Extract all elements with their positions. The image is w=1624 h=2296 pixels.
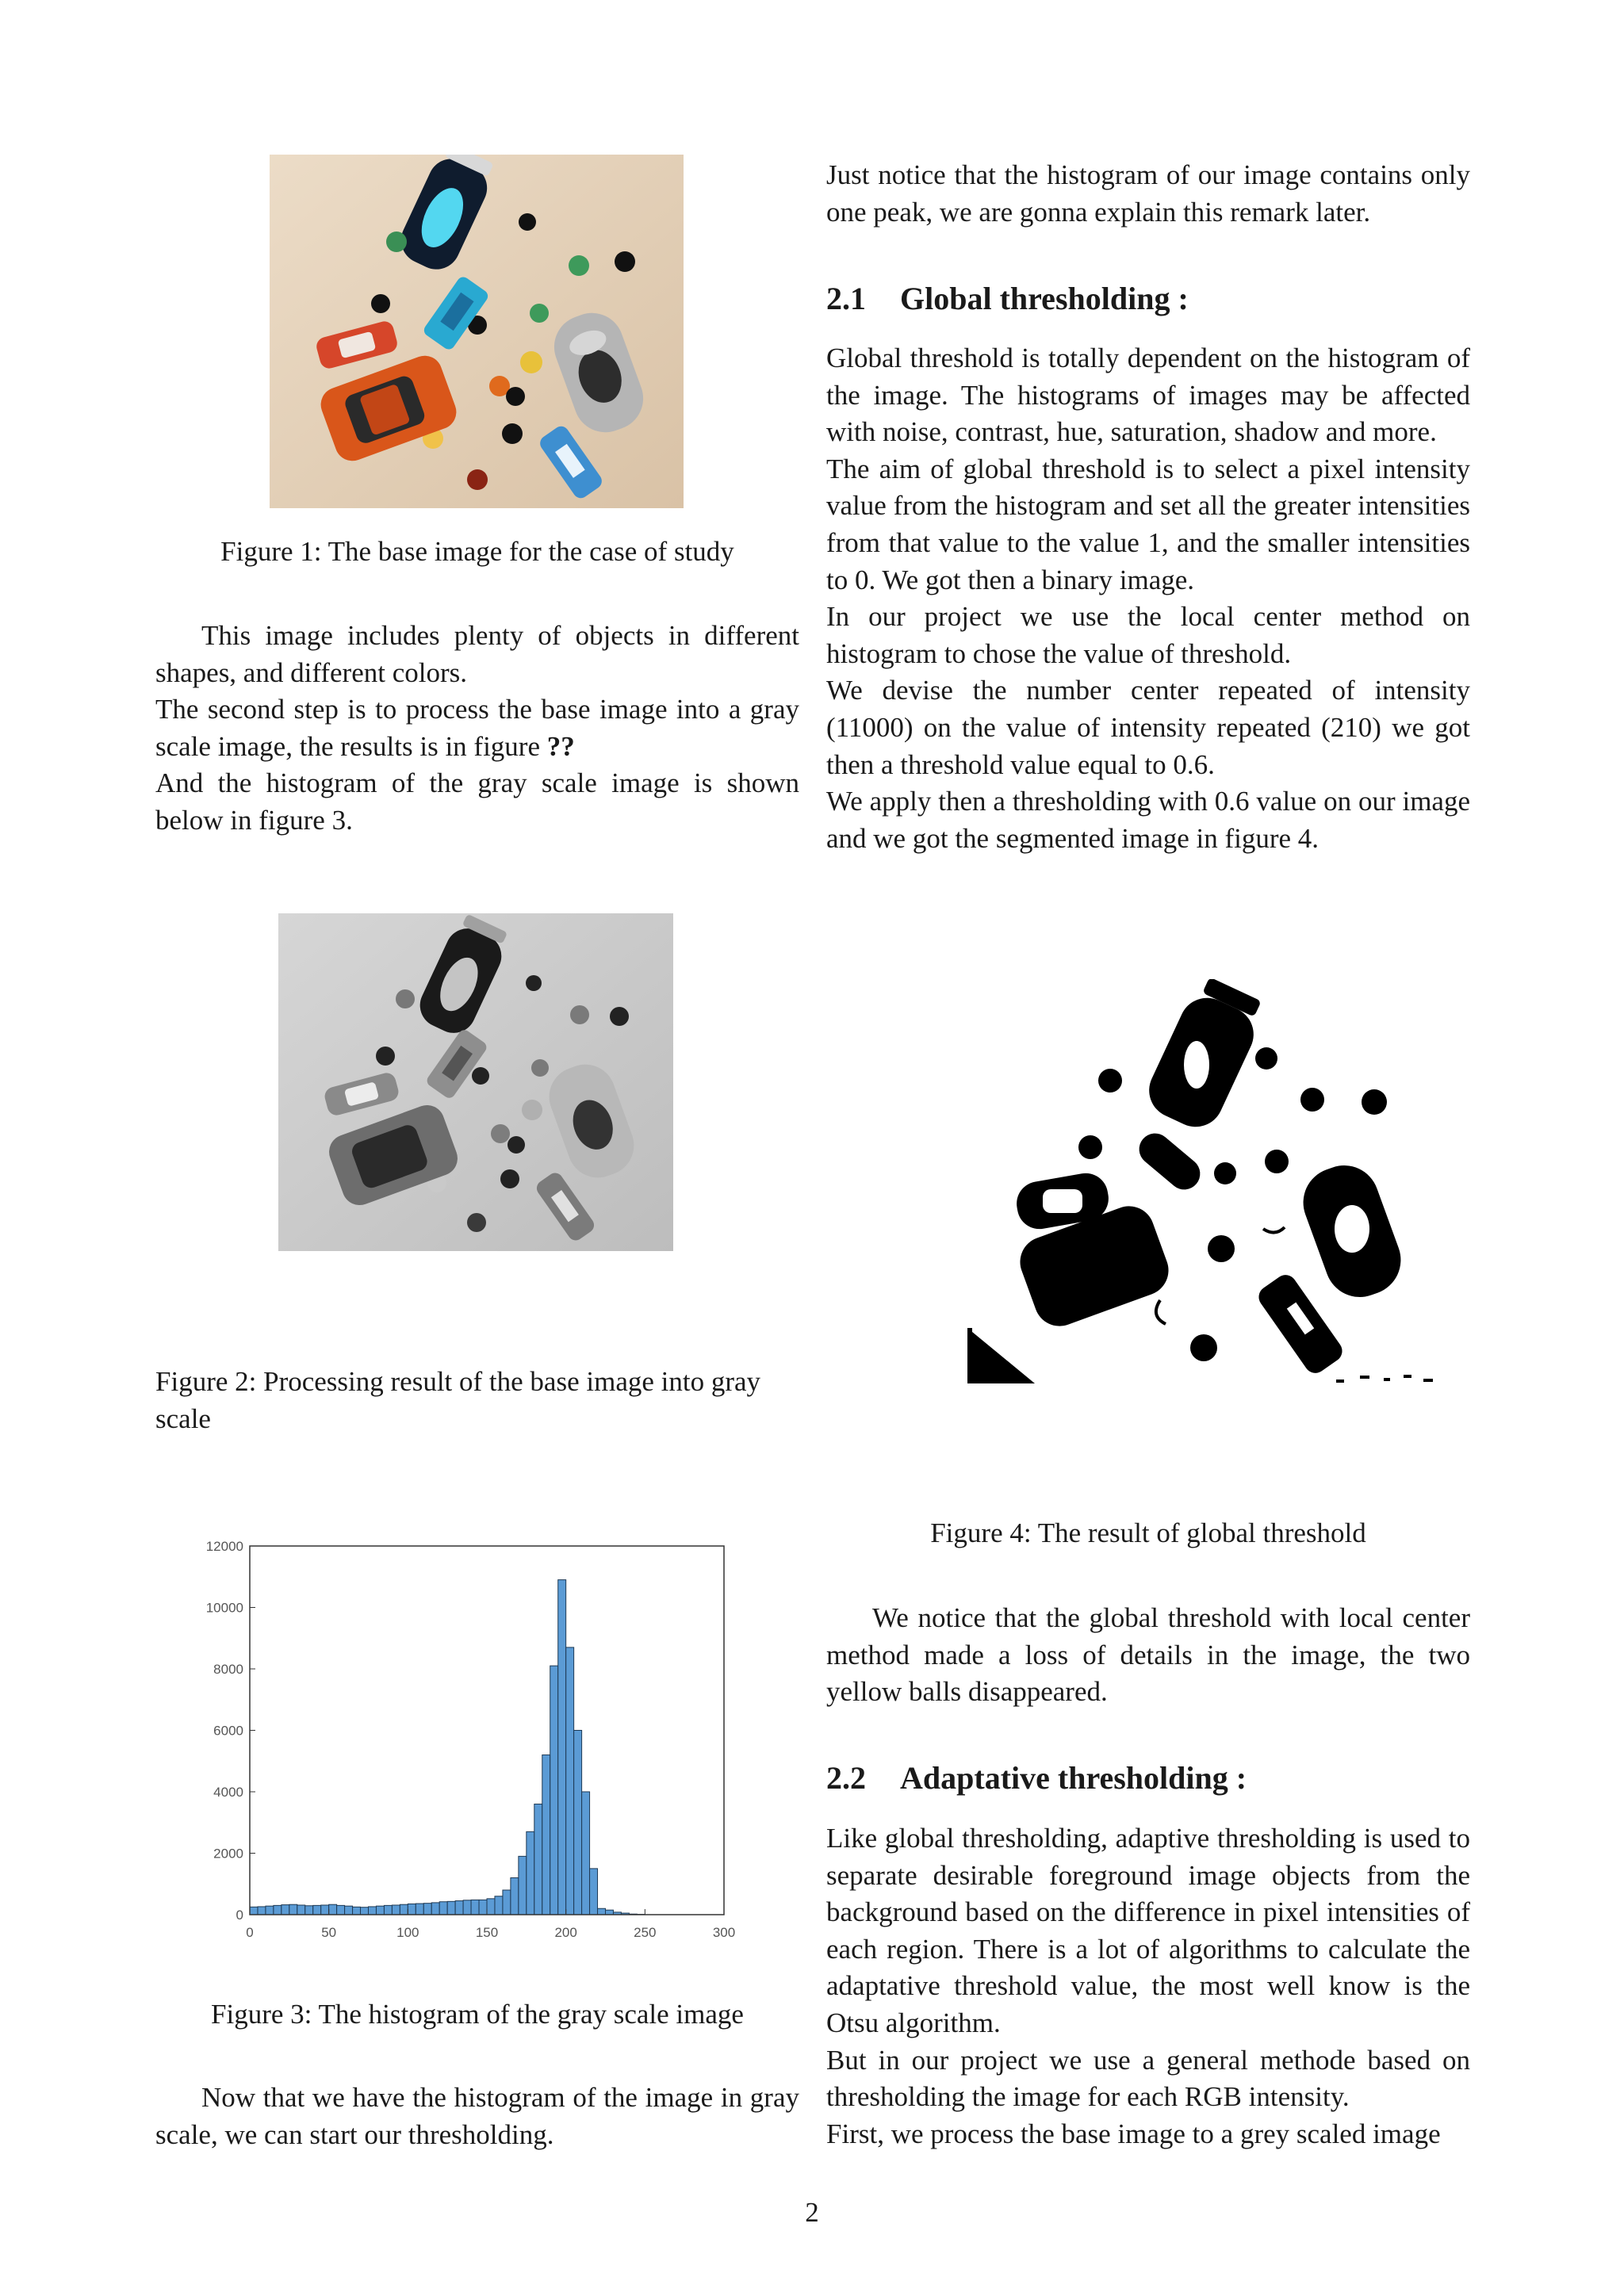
figure-3-caption: Figure 3: The histogram of the gray scale image (211, 1999, 744, 2030)
hist-bar (321, 1905, 329, 1915)
notice-text: We notice that the global threshold with local center method made a loss of details in the image, the two yellow balls disappeared. (826, 1602, 1470, 1708)
hist-bar (463, 1900, 471, 1915)
para1-c: And the histogram of the gray scale image is shown below in figure 3. (155, 767, 799, 836)
figure-1-caption: Figure 1: The base image for the case of study (220, 536, 734, 567)
hist-bar (423, 1904, 431, 1915)
x-tick-label: 0 (246, 1925, 254, 1940)
hist-bar (274, 1905, 282, 1915)
hist-bar (361, 1908, 369, 1915)
plot-frame (250, 1546, 724, 1915)
g2: The aim of global threshold is to select a pixel intensity value from the histogram and set all the greater intensities from that value to the value 1, and the smaller intensities to 0. We got then a binary image. (826, 453, 1470, 595)
a3: First, we process the base image to a grey scaled image (826, 2118, 1441, 2149)
intro-text: Just notice that the histogram of our image contains only one peak, we are gonna explain this remark later. (826, 159, 1470, 228)
hist-bar (282, 1905, 289, 1915)
para1-b: The second step is to process the base image into a gray scale image, the results is in figure (155, 694, 799, 762)
hist-bar (250, 1907, 258, 1915)
page-number: 2 (805, 2197, 819, 2228)
hist-bar (455, 1901, 463, 1915)
hist-bar (266, 1906, 274, 1915)
hist-bar (313, 1905, 321, 1915)
hist-bar (337, 1905, 345, 1915)
section-2-1-number: 2.1 (826, 281, 866, 316)
hist-bar (376, 1906, 384, 1915)
y-tick-label: 10000 (205, 1600, 243, 1616)
right-intro (826, 157, 1470, 231)
para1-a: This image includes plenty of objects in different shapes, and different colors. (155, 620, 799, 688)
notice-paragraph (826, 1600, 1470, 1711)
hist-bar (369, 1907, 377, 1915)
a2: But in our project we use a general methode based on thresholding the image for each RGB intensity. (826, 2044, 1470, 2113)
hist-bar (447, 1901, 455, 1915)
hist-bar (550, 1666, 558, 1915)
x-tick-label: 250 (634, 1925, 657, 1940)
x-tick-label: 150 (475, 1925, 499, 1940)
left-paragraph-2 (155, 2080, 799, 2153)
hist-bar (582, 1792, 590, 1915)
x-tick-label: 200 (554, 1925, 577, 1940)
left-paragraph-1 (155, 618, 799, 840)
hist-bar (590, 1869, 598, 1915)
section-2-1-title: Global thresholding : (900, 281, 1189, 316)
hist-bar (408, 1904, 416, 1915)
hist-bar (258, 1907, 266, 1915)
figure-3-histogram (182, 1526, 737, 1954)
hist-bar (487, 1899, 495, 1915)
figure-ref: ?? (546, 730, 575, 762)
hist-bar (558, 1580, 566, 1915)
hist-bar (566, 1647, 574, 1915)
hist-bar (345, 1906, 353, 1915)
g3: In our project we use the local center method on histogram to chose the value of threshold. (826, 601, 1470, 669)
hist-bar (384, 1905, 392, 1915)
a1: Like global thresholding, adaptive thresholding is used to separate desirable foreground image objects from the background based on the difference in pixel intensities of each region. There is a lot of algorithms to calculate the adaptative threshold value, the most well know is the Otsu algorithm. (826, 1823, 1470, 2038)
hist-bar (329, 1904, 337, 1915)
hist-bar (519, 1856, 527, 1915)
hist-bar (534, 1804, 542, 1915)
hist-bar (503, 1890, 511, 1915)
g1: Global threshold is totally dependent on the histogram of the image. The histograms of images may be affected with noise, contrast, hue, saturation, shadow and more. (826, 342, 1470, 448)
y-tick-label: 6000 (213, 1723, 243, 1739)
figure-4-caption: Figure 4: The result of global threshold (930, 1517, 1366, 1548)
hist-bar (400, 1904, 408, 1915)
y-tick-label: 0 (236, 1908, 243, 1923)
hist-bar (511, 1878, 519, 1915)
y-tick-label: 4000 (213, 1785, 243, 1800)
x-tick-label: 300 (712, 1925, 736, 1940)
histogram-bars (250, 1580, 645, 1915)
hist-bar (574, 1731, 582, 1915)
y-tick-label: 8000 (213, 1662, 243, 1677)
figure-2-image (278, 913, 673, 1251)
hist-bar (598, 1908, 606, 1915)
y-tick-label: 2000 (213, 1846, 243, 1862)
hist-bar (353, 1907, 361, 1915)
hist-bar (606, 1910, 614, 1915)
g4: We devise the number center repeated of intensity (11000) on the value of intensity repeated (210) we got then a threshold value equal to 0.6. (826, 675, 1470, 780)
adaptive-thresholding-text (826, 1820, 1470, 2152)
figure-4-image (963, 979, 1439, 1385)
figure-1-image (270, 155, 684, 508)
section-2-2-number: 2.2 (826, 1760, 866, 1796)
hist-bar (495, 1896, 503, 1915)
figure-2-caption: Figure 2: Processing result of the base image into gray scale (155, 1366, 761, 1434)
y-tick-label: 12000 (205, 1539, 243, 1554)
hist-bar (289, 1904, 297, 1915)
hist-bar (305, 1906, 313, 1915)
hist-bar (431, 1903, 439, 1915)
hist-bar (416, 1904, 423, 1915)
hist-bar (527, 1831, 534, 1915)
hist-bar (392, 1905, 400, 1915)
para2: Now that we have the histogram of the image in gray scale, we can start our thresholding. (155, 2082, 799, 2150)
hist-bar (542, 1755, 550, 1915)
section-2-2-title: Adaptative thresholding : (900, 1760, 1247, 1796)
global-thresholding-text (826, 340, 1470, 857)
hist-bar (297, 1905, 305, 1915)
x-tick-label: 50 (321, 1925, 337, 1940)
hist-bar (479, 1900, 487, 1915)
section-2-2-heading (826, 1758, 1247, 1798)
section-2-1-heading (826, 279, 1189, 319)
g5: We apply then a thresholding with 0.6 value on our image and we got the segmented image in figure 4. (826, 786, 1470, 854)
x-tick-label: 100 (396, 1925, 419, 1940)
hist-bar (439, 1902, 447, 1915)
histogram-axes (206, 1539, 735, 1940)
hist-bar (471, 1900, 479, 1915)
